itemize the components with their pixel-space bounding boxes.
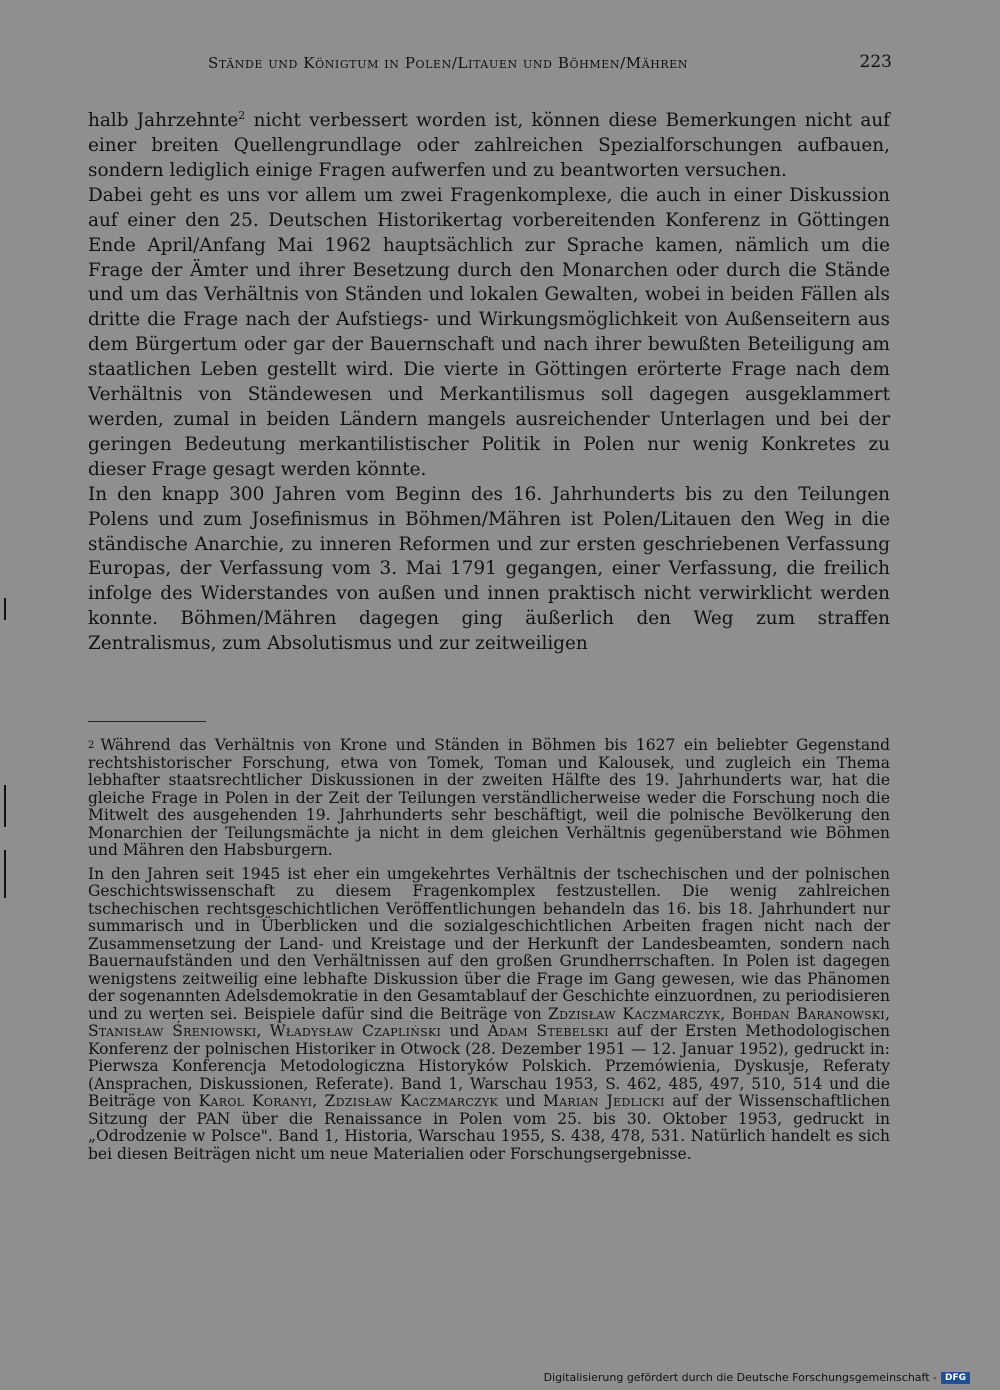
- digitization-credit-text: Digitalisierung gefördert durch die Deutsche Forschungsgemeinschaft -: [543, 1371, 937, 1384]
- paragraph-1: [88, 104, 890, 184]
- separator: ,: [256, 1022, 270, 1040]
- footnote-2-continued: [88, 866, 890, 1164]
- author-name: Bohdan Baranowski: [731, 1004, 886, 1023]
- footnote-text-part-1: In den Jahren seit 1945 ist eher ein umgekehrtes Verhältnis der tschechischen und der polnischen Geschichtswissenschaft zu diesem Fragenkomplex festzustellen. Die wenig zahlreichen tschechischen rechtsgeschichtlichen Veröffentlichungen behandeln das 16. bis 18. Jahrhundert nur summarisch und in Überblicken und die sozialgeschichtlichen Arbeiten fragen nicht nach der Zusammensetzung der Land- und Kreistage und der Herkunft der Landesbeamten, sondern nach Bauernaufständen und den Verhältnissen auf den großen Grundherrschaften. In Polen ist dagegen wenigstens zeitweilig eine lebhafte Diskussion über die Frage im Gang gewesen, wie das Phänomen der sogenannten Adelsdemokratie in den Gesamtablauf der Geschichte einzuordnen, zu periodisieren und zu werten sei. Beispiele dafür sind die Beiträge von: [88, 864, 890, 1023]
- author-name: Zdzisław Kaczmarczyk: [324, 1092, 499, 1110]
- footnote-separator: [88, 721, 206, 722]
- footnotes: [88, 737, 890, 1169]
- scan-edge-mark: [4, 785, 6, 827]
- separator: und: [498, 1092, 544, 1110]
- author-name: Karol Koranyi: [198, 1092, 313, 1110]
- separator: und: [441, 1022, 488, 1040]
- page-number: 223: [859, 52, 892, 72]
- footnote-reference[interactable]: 2: [238, 109, 246, 122]
- author-name: Adam Stebelski: [487, 1022, 609, 1040]
- footnote-text-part-2: auf der Ersten Methodologischen Konferenz der polnischen Historiker in Otwock (28. Dezember 1951 — 12. Januar 1952), gedruckt in: Pierwsza Konferencja Metodologiczna Historyków Polskich. Przemówienia, Dyskusje, Referaty (Ansprachen, Diskussionen, Referate). Band 1, Warschau 1953, S. 462, 485, 497, 510, 514 und die Beiträge von: [88, 1022, 890, 1110]
- scan-edge-mark: [4, 850, 6, 898]
- footnote-mark: 2: [88, 740, 95, 751]
- body-text: [88, 104, 890, 657]
- separator: ,: [312, 1092, 325, 1110]
- paragraph-1-text-a: halb Jahrzehnte: [88, 110, 239, 132]
- digitization-credit: [544, 1371, 970, 1384]
- separator: ,: [885, 1004, 891, 1023]
- paragraph-1-text-b: nicht verbessert worden ist, können diese Bemerkungen nicht auf einer breiten Quellengrundlage oder zahlreichen Spezialforschungen aufbauen, sondern lediglich einige Fragen aufwerfen und zu beantworten versuchen.: [88, 110, 890, 181]
- footnote-text-part-3: auf der Wissenschaftlichen Sitzung der PAN über die Renaissance in Polen vom 25. bis 30. Oktober 1953, gedruckt in „Odrodzenie w Polsce". Band 1, Historia, Warschau 1955, S. 438, 478, 531. Natürlich handelt es sich bei diesen Beiträgen nicht um neue Materialien oder Forschungsergebnisse.: [88, 1092, 891, 1163]
- separator: ,: [720, 1004, 732, 1023]
- footnote-2: [88, 737, 890, 860]
- author-name: Marian Jedlicki: [543, 1092, 665, 1110]
- author-name: Stanisław Śreniowski: [88, 1022, 257, 1040]
- footnote-2-text: Während das Verhältnis von Krone und Ständen in Böhmen bis 1627 ein beliebter Gegenstand rechtshistorischer Forschung, etwa von Tomek, Toman und Kalousek, und zugleich ein Thema lebhafter staatsrechtlicher Diskussionen in der zweiten Hälfte des 19. Jahrhunderts war, hat die gleiche Frage in Polen in der Zeit der Teilungen verständlicherweise weder die Forschung noch die Mitwelt des ausgehenden 19. Jahrhunderts sehr beschäftigt, weil die polnische Bevölkerung den Monarchien der Teilungsmächte ja nicht in dem gleichen Verhältnis gegenüberstand wie Böhmen und Mähren den Habsburgern.: [88, 736, 890, 859]
- running-title: Stände und Königtum in Polen/Litauen und Böhmen/Mähren: [208, 54, 689, 72]
- paragraph-3: In den knapp 300 Jahren vom Beginn des 16. Jahrhunderts bis zu den Teilungen Polens und zum Josefinismus in Böhmen/Mähren ist Polen/Litauen den Weg in die ständische Anarchie, zu inneren Reformen und zur ersten geschriebenen Verfassung Europas, der Verfassung vom 3. Mai 1791 gegangen, einer Verfassung, die freilich infolge des Widerstandes von außen und innen praktisch nicht verwirklicht werden konnte. Böhmen/Mähren dagegen ging äußerlich den Weg zum straffen Zentralismus, zum Absolutismus und zur zeitweiligen: [88, 483, 890, 655]
- author-name: Władysław Czapliński: [269, 1022, 442, 1040]
- paragraph-2: Dabei geht es uns vor allem um zwei Fragenkomplexe, die auch in einer Diskussion auf einer den 25. Deutschen Historikertag vorbereitenden Konferenz in Göttingen Ende April/Anfang Mai 1962 hauptsächlich zur Sprache kamen, nämlich um die Frage der Ämter und ihrer Besetzung durch den Monarchen oder durch die Stände und um das Verhältnis von Ständen und lokalen Gewalten, wobei in beiden Fällen als dritte die Frage nach der Aufstiegs- und Wirkungsmöglichkeit von Außenseitern aus dem Bürgertum oder gar der Bauernschaft und nach ihrer bewußten Beteiligung am staatlichen Leben gestellt wird. Die vierte in Göttingen erörterte Frage nach dem Verhältnis von Ständewesen und Merkantilismus soll dagegen ausgeklammert werden, zumal in beiden Ländern mangels ausreichender Unterlagen und bei der geringen Bedeutung merkantilistischer Politik in Polen nur wenig Konkretes zu dieser Frage gesagt werden könnte.: [88, 184, 890, 480]
- page-header: [88, 52, 892, 76]
- author-name: Zdzisław Kaczmarczyk: [548, 1004, 721, 1023]
- scan-edge-mark: [4, 598, 6, 620]
- dfg-logo-icon: DFG: [941, 1372, 970, 1384]
